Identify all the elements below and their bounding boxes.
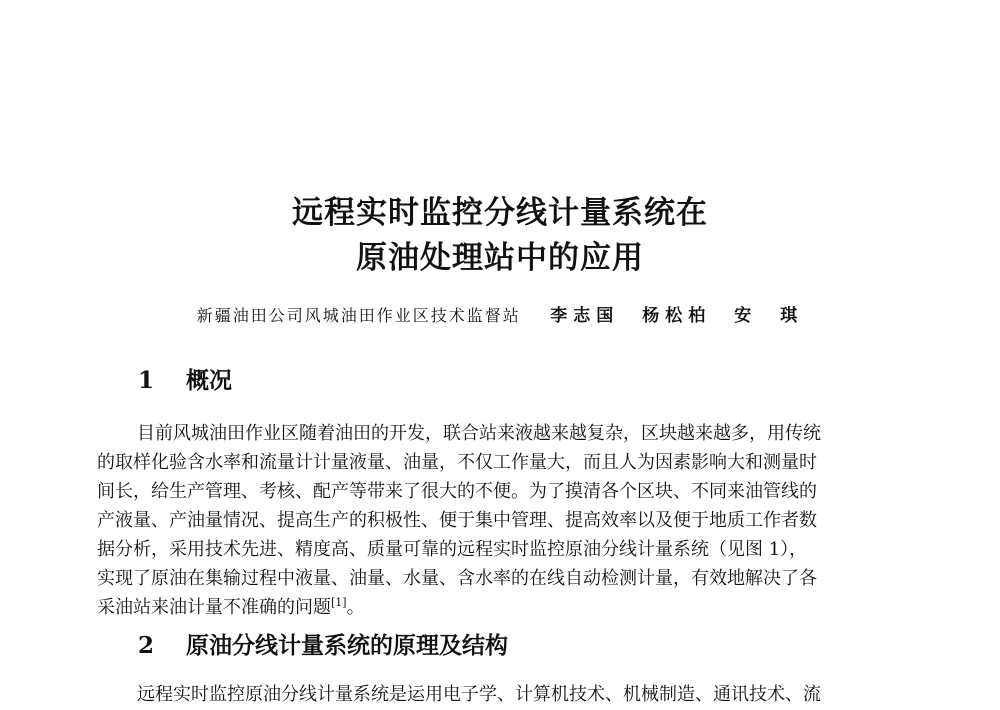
- paper-title-line-1: 远程实时监控分线计量系统在: [292, 195, 708, 231]
- citation-mark: [1]: [331, 596, 347, 609]
- section-2-paragraph: [97, 680, 909, 709]
- paper-title-line-2: 原油处理站中的应用: [356, 240, 644, 276]
- paragraph-line: 远程实时监控原油分线计量系统是运用电子学、计算机技术、机械制造、通讯技术、流: [137, 684, 821, 705]
- paragraph-line: 据分析，采用技术先进、精度高、质量可靠的远程实时监控原油分线计量系统（见图 1），: [97, 539, 808, 560]
- paragraph-line-text: 采油站来油计量不准确的问题: [97, 597, 331, 618]
- paragraph-line: 实现了原油在集输过程中液量、油量、水量、含水率的在线自动检测计量，有效地解决了各: [97, 568, 817, 589]
- author-block: [0, 304, 1000, 328]
- section-number: 2: [138, 632, 155, 659]
- paragraph-line: 的取样化验含水率和流量计计量液量、油量，不仅工作量大，而且人为因素影响大和测量时: [97, 452, 817, 473]
- section-title: 概况: [186, 367, 233, 394]
- section-1-paragraph: [97, 419, 909, 622]
- affiliation: 新疆油田公司风城油田作业区技术监督站: [196, 306, 521, 325]
- author-names: 李志国 杨松柏 安 琪: [550, 306, 804, 326]
- sentence-end-mark: 。: [346, 597, 365, 618]
- paragraph-line: 目前风城油田作业区随着油田的开发，联合站来液越来越复杂，区块越来越多，用传统: [137, 423, 821, 444]
- paragraph-last-line: [97, 593, 909, 622]
- section-title: 原油分线计量系统的原理及结构: [186, 632, 509, 659]
- section-number: 1: [138, 367, 155, 394]
- paragraph-line: 间长，给生产管理、考核、配产等带来了很大的不便。为了摸清各个区块、不同来油管线的: [97, 481, 817, 502]
- section-heading-2: [138, 631, 508, 661]
- section-heading-1: [138, 366, 232, 396]
- paragraph-line: 产液量、产油量情况、提高生产的积极性、便于集中管理、提高效率以及便于地质工作者数: [97, 510, 817, 531]
